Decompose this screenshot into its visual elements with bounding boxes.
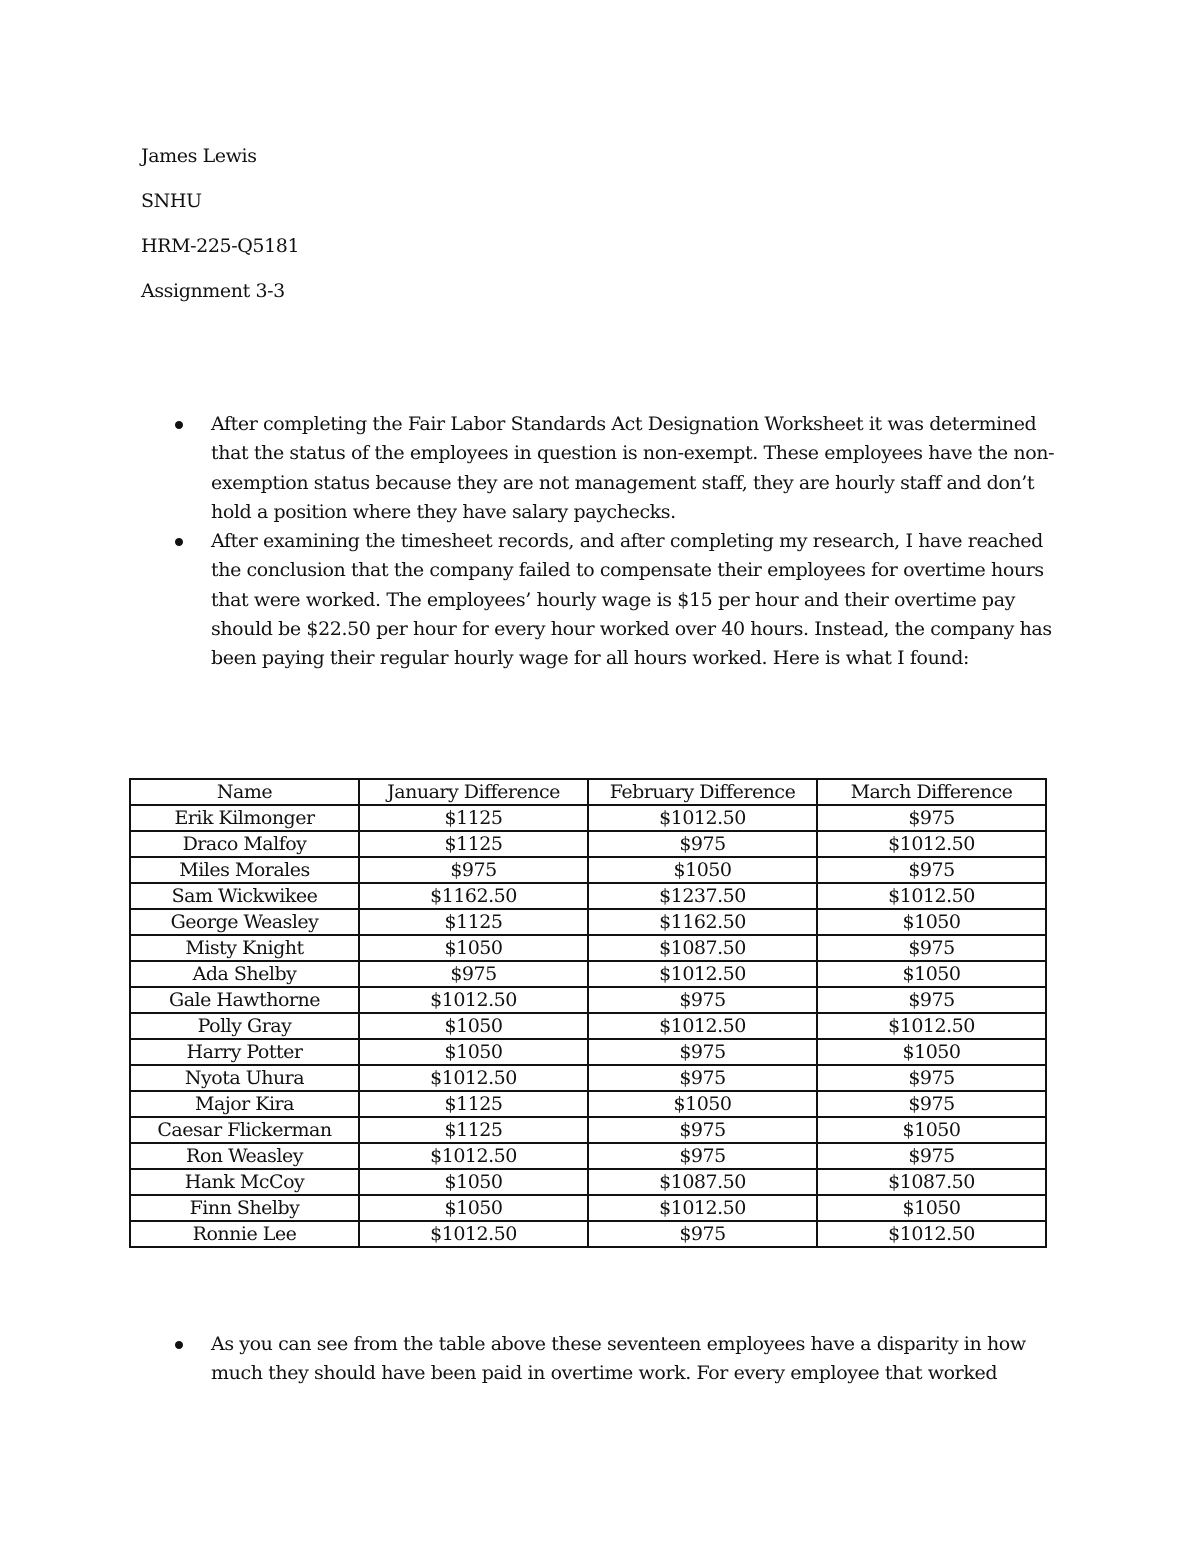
bullet-item [170,1330,1070,1389]
cell-january-difference: $1012.50 [359,1221,588,1247]
cell-february-difference: $1087.50 [588,935,817,961]
cell-january-difference: $1050 [359,1013,588,1039]
cell-january-difference: $1050 [359,1195,588,1221]
cell-february-difference: $1012.50 [588,961,817,987]
cell-employee-name: George Weasley [130,909,359,935]
table-row [130,1091,1046,1117]
column-header-name: Name [130,779,359,805]
cell-february-difference: $975 [588,987,817,1013]
column-header-january: January Difference [359,779,588,805]
cell-employee-name: Harry Potter [130,1039,359,1065]
cell-march-difference: $1050 [817,1039,1046,1065]
cell-employee-name: Sam Wickwikee [130,883,359,909]
author-name: James Lewis [141,145,257,167]
cell-february-difference: $975 [588,1039,817,1065]
table-row [130,805,1046,831]
cell-employee-name: Ada Shelby [130,961,359,987]
cell-february-difference: $1162.50 [588,909,817,935]
table-row [130,935,1046,961]
cell-february-difference: $1050 [588,1091,817,1117]
table-row [130,1221,1046,1247]
cell-march-difference: $1012.50 [817,1221,1046,1247]
cell-january-difference: $1050 [359,1169,588,1195]
cell-march-difference: $1012.50 [817,1013,1046,1039]
cell-february-difference: $975 [588,1143,817,1169]
cell-employee-name: Caesar Flickerman [130,1117,359,1143]
cell-january-difference: $1125 [359,1091,588,1117]
table-row [130,831,1046,857]
assignment-title: Assignment 3-3 [141,280,285,302]
cell-march-difference: $975 [817,805,1046,831]
cell-march-difference: $975 [817,857,1046,883]
cell-february-difference: $1012.50 [588,1013,817,1039]
table-row [130,1143,1046,1169]
cell-january-difference: $975 [359,857,588,883]
table-row [130,987,1046,1013]
cell-january-difference: $1012.50 [359,987,588,1013]
bullet-text: As you can see from the table above these seventeen employees have a disparity in how much they should have been paid in overtime work. For every employee that worked [211,1333,1026,1385]
cell-employee-name: Major Kira [130,1091,359,1117]
cell-employee-name: Polly Gray [130,1013,359,1039]
cell-march-difference: $1050 [817,909,1046,935]
cell-employee-name: Ronnie Lee [130,1221,359,1247]
cell-employee-name: Nyota Uhura [130,1065,359,1091]
cell-employee-name: Finn Shelby [130,1195,359,1221]
cell-march-difference: $1087.50 [817,1169,1046,1195]
cell-february-difference: $975 [588,1065,817,1091]
bullet-text: After examining the timesheet records, and after completing my research, I have reached the conclusion that the company failed to compensate their employees for overtime hours that were worked. The employees’ hourly wage is $15 per hour and their overtime pay should be $22.50 per hour for every hour worked over 40 hours. Instead, the company has been paying their regular hourly wage for all hours worked. Here is what I found: [211,530,1052,670]
bullet-dot-icon [175,538,183,546]
cell-march-difference: $1050 [817,1195,1046,1221]
cell-march-difference: $975 [817,1143,1046,1169]
cell-january-difference: $1012.50 [359,1143,588,1169]
table-row [130,1169,1046,1195]
conclusion-list [170,1330,1070,1389]
cell-february-difference: $1087.50 [588,1169,817,1195]
bullet-dot-icon [175,1341,183,1349]
bullet-dot-icon [175,421,183,429]
table-row [130,1117,1046,1143]
school-name: SNHU [141,190,202,212]
cell-march-difference: $975 [817,1065,1046,1091]
table-row [130,1013,1046,1039]
cell-january-difference: $1125 [359,805,588,831]
cell-march-difference: $1012.50 [817,831,1046,857]
cell-march-difference: $975 [817,935,1046,961]
cell-march-difference: $1050 [817,961,1046,987]
cell-january-difference: $975 [359,961,588,987]
table-row [130,961,1046,987]
cell-employee-name: Hank McCoy [130,1169,359,1195]
cell-february-difference: $975 [588,1117,817,1143]
table-body [130,805,1046,1247]
overtime-difference-table [129,778,1047,1248]
cell-january-difference: $1050 [359,935,588,961]
course-code: HRM-225-Q5181 [141,235,300,257]
bullet-text: After completing the Fair Labor Standards Act Designation Worksheet it was determined that the status of the employees in question is non-exempt. These employees have the non-exemption status because they are not management staff, they are hourly staff and don’t hold a position where they have salary paychecks. [211,413,1055,523]
cell-february-difference: $1237.50 [588,883,817,909]
cell-employee-name: Gale Hawthorne [130,987,359,1013]
cell-january-difference: $1050 [359,1039,588,1065]
table-row [130,1195,1046,1221]
cell-employee-name: Draco Malfoy [130,831,359,857]
bullet-item [170,410,1070,527]
table-row [130,857,1046,883]
document-header [141,141,299,321]
cell-february-difference: $1050 [588,857,817,883]
cell-employee-name: Miles Morales [130,857,359,883]
column-header-march: March Difference [817,779,1046,805]
cell-march-difference: $975 [817,1091,1046,1117]
table-row [130,909,1046,935]
findings-list [170,410,1070,674]
cell-february-difference: $975 [588,831,817,857]
cell-march-difference: $975 [817,987,1046,1013]
cell-employee-name: Ron Weasley [130,1143,359,1169]
cell-january-difference: $1012.50 [359,1065,588,1091]
cell-january-difference: $1125 [359,1117,588,1143]
table-row [130,1065,1046,1091]
cell-january-difference: $1125 [359,831,588,857]
cell-january-difference: $1162.50 [359,883,588,909]
table-header-row [130,779,1046,805]
cell-march-difference: $1050 [817,1117,1046,1143]
column-header-february: February Difference [588,779,817,805]
cell-january-difference: $1125 [359,909,588,935]
cell-february-difference: $1012.50 [588,1195,817,1221]
cell-february-difference: $975 [588,1221,817,1247]
cell-march-difference: $1012.50 [817,883,1046,909]
cell-employee-name: Misty Knight [130,935,359,961]
cell-employee-name: Erik Kilmonger [130,805,359,831]
table-row [130,1039,1046,1065]
bullet-item [170,527,1070,673]
cell-february-difference: $1012.50 [588,805,817,831]
table-row [130,883,1046,909]
